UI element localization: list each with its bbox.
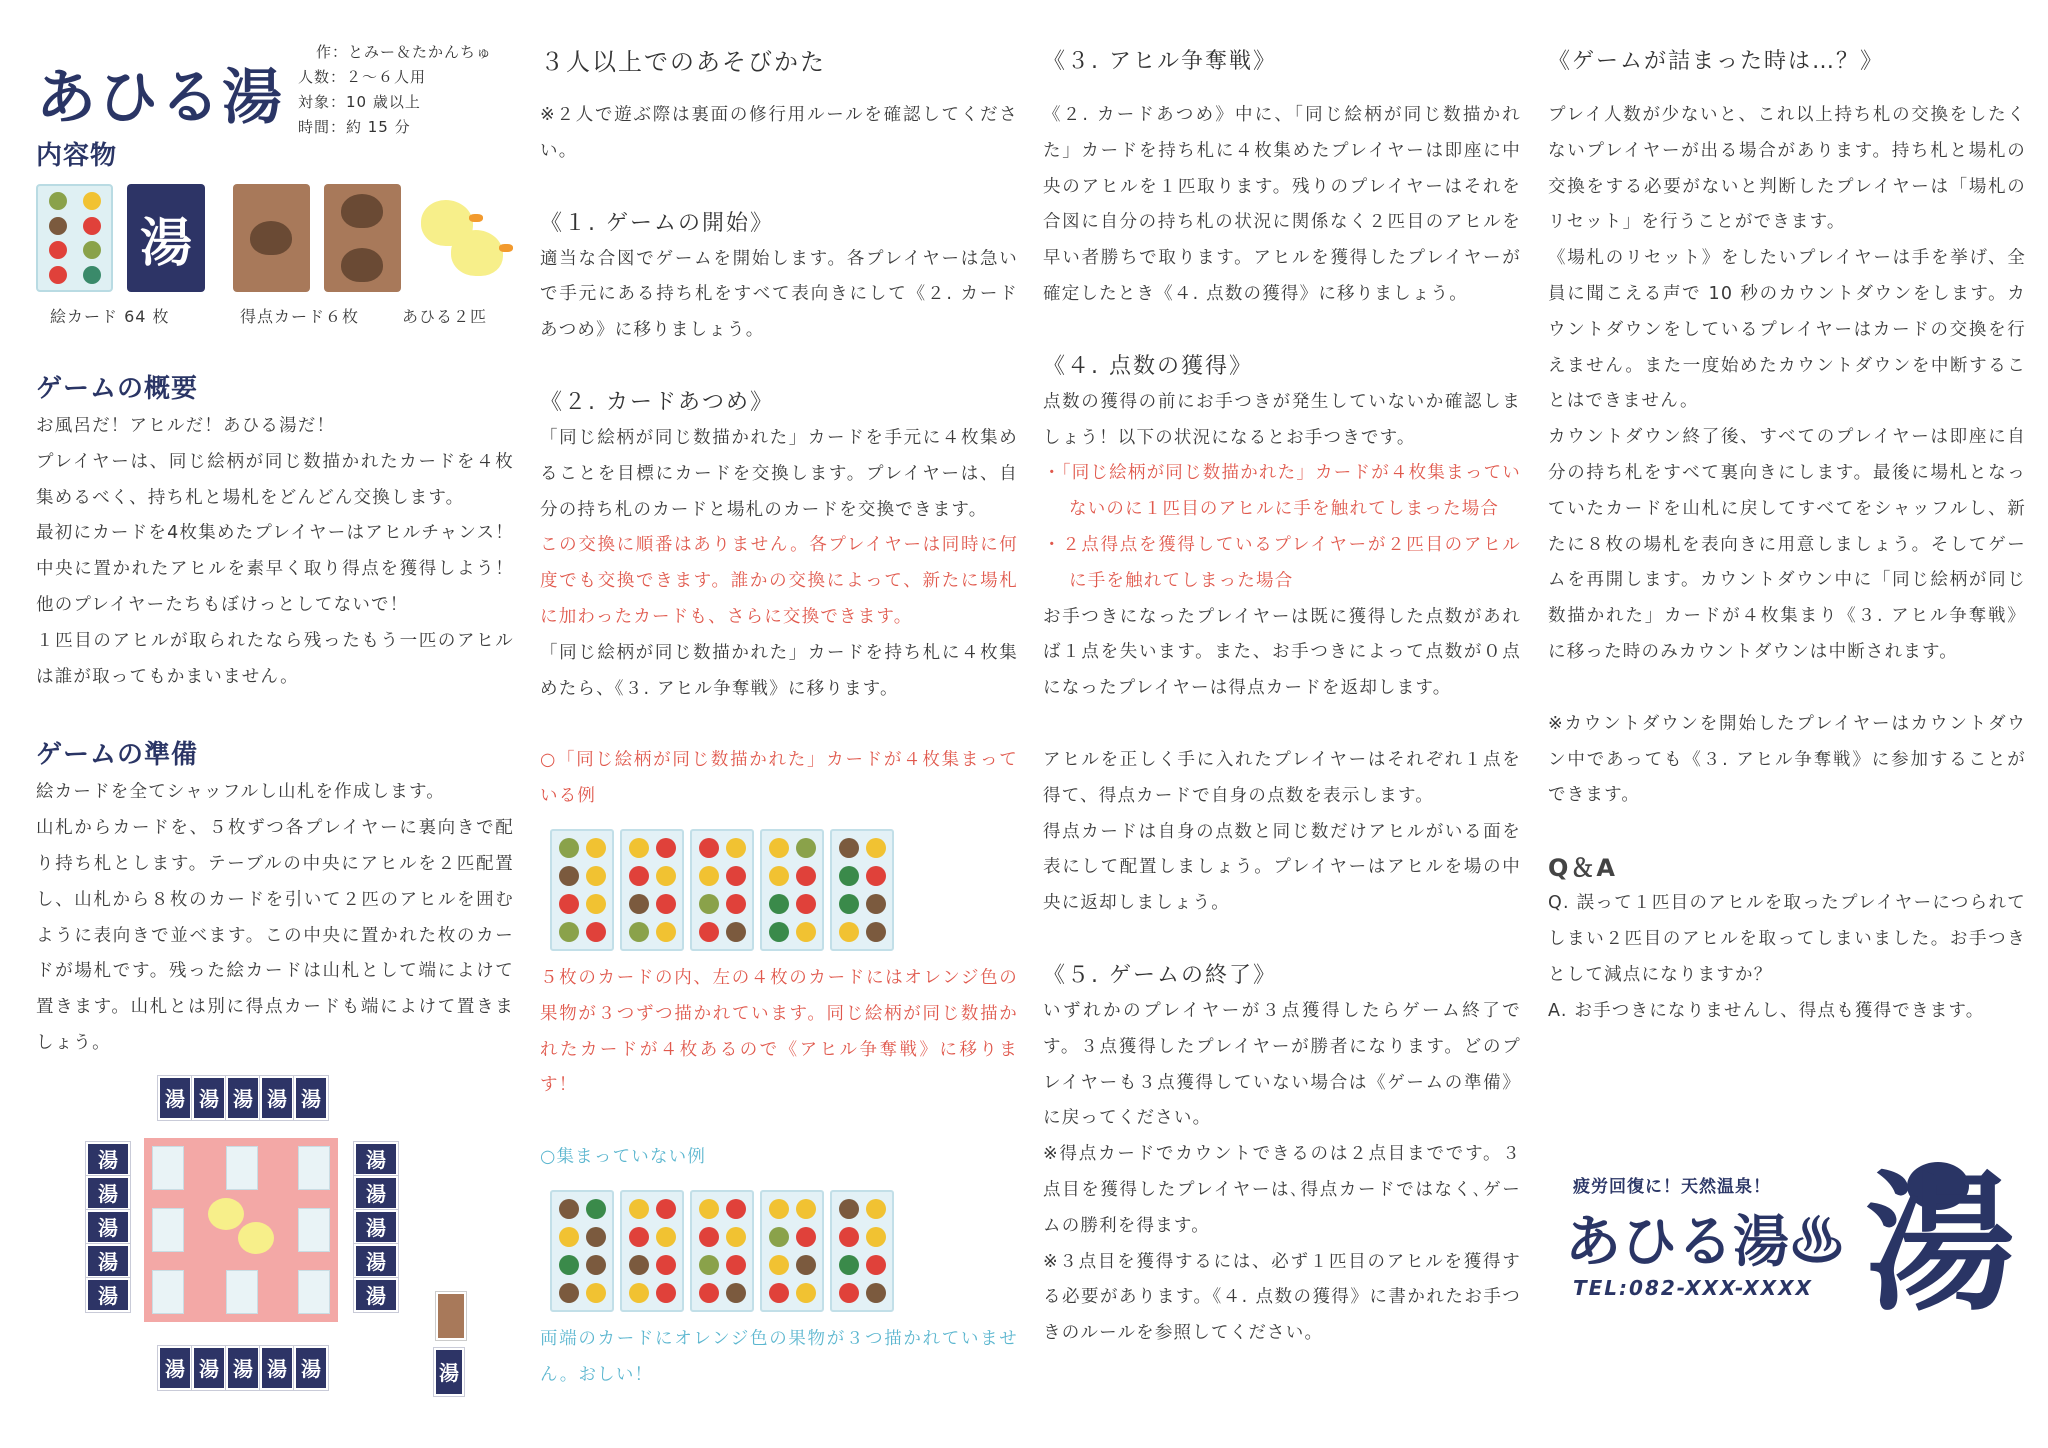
hand-card: 湯 (158, 1076, 192, 1120)
hand-card: 湯 (354, 1176, 398, 1210)
hand-card: 湯 (86, 1210, 130, 1244)
header (36, 40, 514, 136)
stuck-para-1: プレイ人数が少ないと、これ以上持ち札の交換をしたくないプレイヤーが出る場合があります。持ち札と場札の交換をする必要がないと判断したプレイヤーは「場札のリセット」を行うことができます。 (1548, 105, 2026, 233)
example-card (760, 1190, 824, 1312)
example1-cards (550, 829, 1018, 951)
hand-card: 湯 (354, 1244, 398, 1278)
score-card-image-2 (324, 184, 401, 292)
contents-title: 内容物 (36, 141, 118, 171)
column-2 (540, 40, 1018, 1394)
ad-phone: TEL:082-XXX-XXXX (1573, 1276, 1813, 1300)
overview-para-1: お風呂だ！アヒルだ！あひる湯だ！ (36, 416, 336, 436)
foul-case-2: ・２点得点を獲得しているプレイヤーが２匹目のアヒルに手を触れてしまった場合 (1043, 534, 1521, 591)
step5-text-c: ※３点目を獲得するには、必ず１匹目のアヒルを獲得する必要があります。《４. 点数の獲得》に書かれたお手つきのルールを参照してください。 (1043, 1251, 1521, 1344)
table-mat (144, 1138, 338, 1322)
step5-text-b: ※得点カードでカウントできるのは２点目までです。３点目を獲得したプレイヤーは､得点カードではなく､ゲームの勝利を得ます。 (1043, 1144, 1521, 1236)
hand-card: 湯 (354, 1142, 398, 1176)
step4-title: 《４. 点数の獲得》 (1043, 353, 1253, 379)
game-logo: あひる湯 (36, 63, 284, 133)
ad-logo: あひる湯♨ (1565, 1209, 1845, 1275)
stuck-para-2: 《場札のリセット》をしたいプレイヤーは手を挙げ、全員に聞こえる声で 10 秒のカウントダウンをします。カウントダウンをしているプレイヤーはカードの交換を行えません。また一度始めたカウントダウンを中断することはできません。 (1548, 248, 2026, 412)
qa-answer: A. お手つきになりませんし、得点も獲得できます。 (1548, 1000, 1985, 1021)
caption-picture-cards: 絵カード 64 枚 (50, 307, 170, 326)
step5-title: 《５. ゲームの終了》 (1043, 962, 1277, 988)
two-player-note: ※２人で遊ぶ際は裏面の修行用ルールを確認してください。 (540, 105, 1018, 161)
hand-card: 湯 (158, 1346, 192, 1390)
qa-question: Q. 誤って１匹目のアヒルを取ったプレイヤーにつられてしまい２匹目のアヒルを取ってしまいました。お手つきとして減点になりますか？ (1548, 893, 2026, 985)
meta-time: 時間：約 15 分 (298, 118, 411, 136)
step4-text-a: 点数の獲得の前にお手つきが発生していないか確認しましょう！以下の状況になるとお手つきです。 (1043, 391, 1521, 448)
meta-author: 作：とみー＆たかんちゅ (316, 43, 493, 61)
draw-pile: 湯 (434, 1348, 464, 1396)
step5-text-a: いずれかのプレイヤーが３点獲得したらゲーム終了です。３点獲得したプレイヤーが勝者になります。どのプレイヤーも３点獲得していない場合は《ゲームの準備》に戻ってください。 (1043, 1000, 1521, 1129)
duck-marker (208, 1198, 244, 1230)
foul-case-1: ・「同じ絵柄が同じ数描かれた」カードが４枚集まっていないのに１匹目のアヒルに手を触れてしまった場合 (1043, 463, 1521, 520)
onsen-advertisement (1565, 1160, 2025, 1360)
overview-para-4: １匹目のアヒルが取られたなら残ったもう一匹のアヒルは誰が取ってもかまいません。 (36, 630, 514, 687)
step1-text: 適当な合図でゲームを開始します。各プレイヤーは急いで手元にある持ち札をすべて表向きにして《２. カードあつめ》に移りましょう。 (540, 248, 1018, 341)
example2-cards (550, 1190, 1018, 1312)
hand-card: 湯 (192, 1076, 226, 1120)
hand-card: 湯 (354, 1278, 398, 1312)
card-back-image: 湯 (127, 184, 204, 292)
step2-text-c: 「同じ絵柄が同じ数描かれた」カードを持ち札に４枚集めたら、《３. アヒル争奪戦》に移ります。 (540, 642, 1018, 699)
meta-players: 人数：２〜６人用 (298, 68, 427, 86)
ducks-image (415, 184, 514, 292)
step2-title: 《２. カードあつめ》 (540, 389, 774, 415)
caption-ducks: あひる２匹 (402, 307, 488, 326)
column-4 (1548, 40, 2026, 1029)
hand-card: 湯 (86, 1142, 130, 1176)
stuck-para-3: カウントダウン終了後、すべてのプレイヤーは即座に自分の持ち札をすべて裏向きにします。最後に場札となっていたカードを山札に戻してすべてをシャッフルし、新たに８枚の場札を表向きに用意しましょう。そしてゲームを再開します。カウントダウン中に「同じ絵柄が同じ数描かれた」カードが４枚集まり《３. アヒル争奪戦》に移った時のみカウントダウンは中断されます。 (1548, 427, 2026, 662)
stuck-title: 《ゲームが詰まった時は…？》 (1548, 49, 1885, 74)
step2-text-b: この交換に順番はありません。各プレイヤーは同時に何度でも交換できます。誰かの交換によって、新たに場札に加わったカードも、さらに交換できます。 (540, 535, 1018, 627)
hand-card: 湯 (294, 1076, 328, 1120)
example2-title: ○集まっていない例 (540, 1147, 707, 1168)
hand-card: 湯 (226, 1346, 260, 1390)
hand-card: 湯 (354, 1210, 398, 1244)
example-card (690, 1190, 754, 1312)
hand-card: 湯 (86, 1278, 130, 1312)
example1-title: ○「同じ絵柄が同じ数描かれた」カードが４枚集まっている例 (540, 750, 1018, 807)
step4-text-c: アヒルを正しく手に入れたプレイヤーはそれぞれ１点を得て、得点カードで自身の点数を表示します。 (1043, 749, 1521, 806)
column-1 (36, 40, 514, 1396)
hand-card: 湯 (86, 1176, 130, 1210)
overview-title: ゲームの概要 (36, 374, 199, 404)
step3-title: 《３. アヒル争奪戦》 (1043, 49, 1277, 74)
example-card (620, 1190, 684, 1312)
stuck-para-4: ※カウントダウンを開始したプレイヤーはカウントダウン中であっても《３. アヒル争奪戦》に参加することができます。 (1548, 713, 2026, 806)
hand-card: 湯 (260, 1076, 294, 1120)
score-card-image-1 (233, 184, 310, 292)
meta-age: 対象：10 歳以上 (298, 93, 421, 111)
game-meta (298, 40, 492, 140)
ad-yu-character: 湯 (1865, 1158, 2016, 1332)
example1-text: ５枚のカードの内、左の４枚のカードにはオレンジ色の果物が３つずつ描かれています。同じ絵柄が同じ数描かれたカードが４枚あるので《アヒル争奪戦》に移ります！ (540, 967, 1018, 1096)
step4-text-d: 得点カードは自身の点数と同じ数だけアヒルがいる面を表にして配置しましょう。プレイヤーはアヒルを場の中央に返却しましょう。 (1043, 821, 1521, 914)
step4-text-b: お手つきになったプレイヤーは既に獲得した点数があれば１点を失います。また、お手つきによって点数が０点になったプレイヤーは得点カードを返却します。 (1043, 606, 1521, 699)
col2-title: ３人以上でのあそびかた (540, 48, 826, 76)
ad-tagline: 疲労回復に！天然温泉！ (1573, 1177, 1771, 1197)
score-card-pile (436, 1292, 466, 1340)
prep-para-2: 山札からカードを、５枚ずつ各プレイヤーに裏向きで配り持ち札とします。テーブルの中央にアヒルを２匹配置し、山札から８枚のカードを引いて２匹のアヒルを囲むように表向きで並べます。この中央に置かれた枚のカードが場札です。残った絵カードは山札として端によけて置きます。山札とは別に得点カードも端によけて置きましょう。 (36, 818, 514, 1053)
step1-title: 《１. ゲームの開始》 (540, 210, 774, 236)
hand-card: 湯 (192, 1346, 226, 1390)
example-card (620, 829, 684, 951)
qa-title: Q＆A (1548, 854, 1617, 883)
caption-score-cards: 得点カード６枚 (240, 307, 360, 326)
contents-captions (36, 304, 514, 327)
prep-title: ゲームの準備 (36, 740, 199, 771)
example-card (830, 1190, 894, 1312)
hand-card: 湯 (86, 1244, 130, 1278)
duck-marker (238, 1222, 274, 1254)
example-card (760, 829, 824, 951)
column-3 (1043, 40, 1521, 1352)
hand-card: 湯 (294, 1346, 328, 1390)
example2-text: 両端のカードにオレンジ色の果物が３つ描かれていません。おしい！ (540, 1328, 1018, 1385)
hand-card: 湯 (260, 1346, 294, 1390)
setup-diagram (36, 1076, 514, 1396)
example-card (690, 829, 754, 951)
step3-text: 《２. カードあつめ》中に、「同じ絵柄が同じ数描かれた」カードを持ち札に４枚集めたプレイヤーは即座に中央のアヒルを１匹取ります。残りのプレイヤーはそれを合図に自分の持ち札の状況に関係なく２匹目のアヒルを早い者勝ちで取ります。アヒルを獲得したプレイヤーが確定したとき《４. 点数の獲得》に移りましょう。 (1043, 105, 1521, 304)
picture-card-image (36, 184, 113, 292)
overview-para-2: プレイヤーは、同じ絵柄が同じ数描かれたカードを４枚集めるべく、持ち札と場札をどんどん交換します。 (36, 451, 514, 508)
prep-para-1: 絵カードを全てシャッフルし山札を作成します。 (36, 782, 445, 803)
example-card (830, 829, 894, 951)
hand-card: 湯 (226, 1076, 260, 1120)
step2-text-a: 「同じ絵柄が同じ数描かれた」カードを手元に４枚集めることを目標にカードを交換します。プレイヤーは、自分の持ち札のカードと場札のカードを交換できます。 (540, 427, 1018, 520)
example-card (550, 1190, 614, 1312)
overview-para-3: 最初にカードを4枚集めたプレイヤーはアヒルチャンス！中央に置かれたアヒルを素早く取り得点を獲得しよう！他のプレイヤーたちもぼけっとしてないで！ (36, 523, 514, 615)
example-card (550, 829, 614, 951)
contents-illustration (36, 184, 514, 294)
